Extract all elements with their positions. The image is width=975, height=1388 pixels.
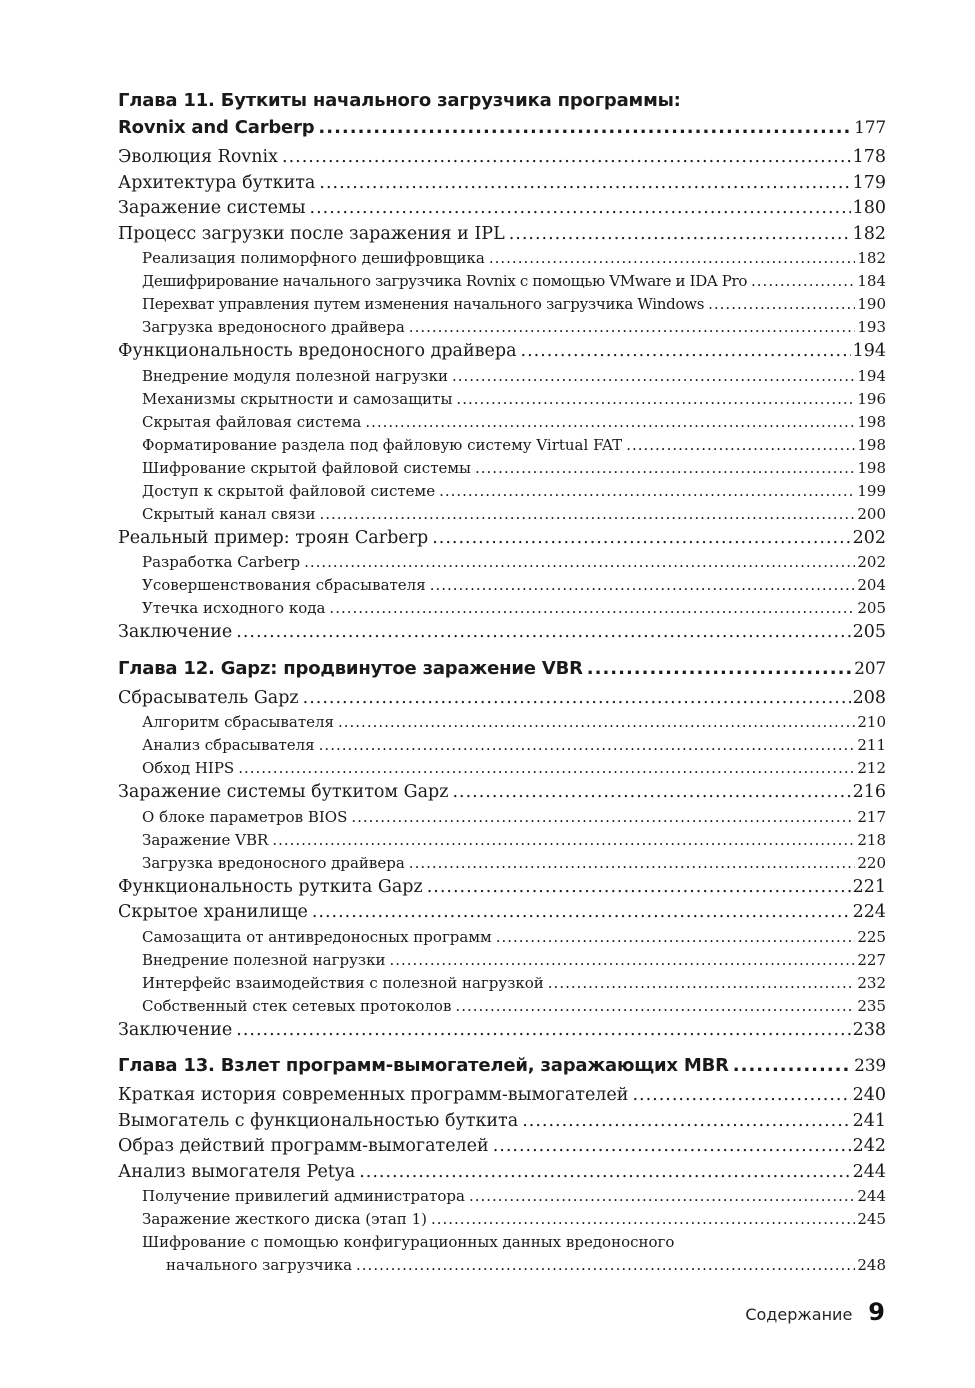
leader-dots	[272, 829, 855, 852]
leader-dots	[359, 1160, 850, 1186]
toc-page-number: 211	[857, 736, 886, 754]
toc-page-number: 235	[857, 996, 886, 1015]
chapter-11-title-line2: Rovnix and Carberp	[118, 117, 315, 138]
toc-section-title: Эволюция Rovnix	[118, 147, 278, 167]
toc-subsection[interactable]	[118, 806, 886, 829]
toc-subsection[interactable]	[118, 757, 886, 780]
leader-dots	[310, 196, 851, 222]
toc-section[interactable]	[118, 1083, 886, 1109]
leader-dots	[409, 852, 856, 875]
leader-dots	[455, 995, 855, 1018]
toc-page-number: 208	[852, 687, 886, 708]
toc-page-number: 196	[857, 389, 886, 408]
toc-subsection[interactable]	[118, 574, 886, 597]
toc-page-number: 244	[852, 1161, 886, 1182]
toc-subsection-title: Анализ сбрасывателя	[142, 736, 315, 754]
leader-dots	[456, 388, 855, 411]
toc-page-number: 198	[857, 458, 886, 477]
leader-dots	[475, 457, 855, 480]
toc-subsection-title: Загрузка вредоносного драйвера	[142, 853, 405, 872]
toc-section-title: Функциональность вредоносного драйвера	[118, 341, 517, 361]
toc-page-number: 225	[857, 927, 886, 946]
toc-subsection[interactable]	[118, 1185, 886, 1208]
toc-section-title: Сбрасыватель Gapz	[118, 687, 299, 708]
page-number: 9	[868, 1298, 885, 1326]
toc-page-number: 182	[852, 223, 886, 244]
toc-page-number: 245	[857, 1210, 886, 1228]
toc-section[interactable]	[118, 171, 886, 197]
toc-section[interactable]	[118, 196, 886, 222]
leader-dots	[452, 365, 855, 388]
toc-subsection-wrapped-line1[interactable]	[118, 1231, 886, 1254]
toc-page-number: 220	[857, 853, 886, 872]
leader-dots	[409, 316, 856, 339]
toc-page-number: 232	[857, 973, 886, 992]
toc-subsection-title: Доступ к скрытой файловой системе	[142, 481, 436, 500]
toc-subsection-title: Обход HIPS	[142, 759, 235, 777]
toc-subsection[interactable]	[118, 829, 886, 852]
toc-section-title: Заражение системы	[118, 198, 306, 218]
toc-page-number: 194	[852, 341, 886, 361]
leader-dots	[319, 503, 855, 526]
toc-page-number: 244	[857, 1187, 886, 1205]
leader-dots	[236, 1018, 850, 1044]
page-footer	[745, 1298, 885, 1326]
toc-subsection-title: Разработка Carberp	[142, 553, 301, 571]
toc-subsection-title: Скрытая файловая система	[142, 412, 362, 431]
leader-dots	[238, 757, 855, 780]
chapter-13-page: 239	[854, 1056, 886, 1076]
leader-dots	[509, 222, 851, 248]
toc-subsection-title: Интерфейс взаимодействия с полезной нагрузкой	[142, 973, 544, 992]
toc-subsection[interactable]	[118, 949, 886, 972]
toc-section[interactable]	[118, 686, 886, 712]
toc-subsection-title: Скрытый канал связи	[142, 504, 316, 523]
leader-dots	[329, 597, 855, 620]
toc-page-number: 184	[857, 272, 886, 290]
toc-section[interactable]	[118, 620, 886, 646]
toc-subsection[interactable]	[118, 434, 886, 457]
leader-dots	[469, 1185, 855, 1208]
leader-dots	[318, 114, 852, 142]
toc-subsection[interactable]	[118, 480, 886, 503]
leader-dots	[521, 339, 851, 365]
toc-page-number: 218	[857, 830, 886, 849]
leader-dots	[356, 1254, 855, 1277]
leader-dots	[430, 574, 856, 597]
toc-page-number: 200	[857, 504, 886, 523]
toc-page-number: 241	[852, 1110, 886, 1131]
leader-dots	[733, 1052, 852, 1080]
toc-subsection[interactable]	[118, 457, 886, 480]
leader-dots	[432, 526, 850, 552]
leader-dots	[319, 734, 856, 757]
toc-section-title: Функциональность руткита Gapz	[118, 876, 423, 897]
toc-subsection-title: Заражение жесткого диска (этап 1)	[142, 1210, 427, 1228]
toc-subsection-title: Утечка исходного кода	[142, 599, 326, 617]
leader-dots	[626, 434, 855, 457]
toc-page-number: 238	[852, 1019, 886, 1040]
toc-page-number: 204	[857, 576, 886, 594]
toc-subsection[interactable]	[118, 247, 886, 270]
toc-page-number: 179	[852, 172, 886, 193]
toc-subsection-title: Внедрение модуля полезной нагрузки	[142, 366, 448, 385]
toc-subsection-title: Усовершенствования сбрасывателя	[142, 576, 426, 594]
toc-page-number: 199	[857, 481, 886, 500]
leader-dots	[236, 620, 850, 646]
toc-page-number: 198	[857, 412, 886, 431]
leader-dots	[548, 972, 856, 995]
toc-subsection[interactable]	[118, 365, 886, 388]
toc-page-number: 194	[857, 366, 886, 385]
toc-page-number: 190	[857, 295, 886, 313]
toc-section[interactable]	[118, 1018, 886, 1044]
toc-subsection-title: Собственный стек сетевых протоколов	[142, 996, 452, 1015]
toc-section[interactable]	[118, 780, 886, 806]
toc-section-title: Процесс загрузки после заражения и IPL	[118, 223, 505, 244]
toc-section[interactable]	[118, 875, 886, 901]
leader-dots	[489, 247, 856, 270]
toc-subsection-title: Шифрование с помощью конфигурационных данных вредоносного	[142, 1233, 675, 1251]
toc-subsection[interactable]	[118, 734, 886, 757]
toc-subsection[interactable]	[118, 852, 886, 875]
toc-subsection-title: Шифрование скрытой файловой системы	[142, 458, 471, 477]
leader-dots	[351, 806, 855, 829]
toc-subsection-title: Загрузка вредоносного драйвера	[142, 318, 405, 336]
table-of-contents	[118, 88, 886, 1277]
toc-section[interactable]	[118, 339, 886, 365]
toc-subsection-title: Внедрение полезной нагрузки	[142, 950, 386, 969]
toc-subsection-title: Заражение VBR	[142, 830, 269, 849]
leader-dots	[389, 949, 855, 972]
toc-section-title: Образ действий программ-вымогателей	[118, 1136, 489, 1156]
toc-section-title: Архитектура буткита	[118, 172, 316, 193]
toc-subsection-wrapped-line2[interactable]	[118, 1254, 886, 1277]
toc-subsection[interactable]	[118, 411, 886, 434]
toc-page-number: 212	[857, 759, 886, 777]
toc-subsection-title: Реализация полиморфного дешифровщика	[142, 249, 485, 267]
toc-section-title: Заключение	[118, 1019, 233, 1040]
toc-page-number: 240	[852, 1085, 886, 1105]
chapter-11-title-line1[interactable]: Глава 11. Буткиты начального загрузчика программы:	[118, 90, 681, 111]
toc-section[interactable]	[118, 1134, 886, 1160]
toc-page-number: 248	[857, 1256, 886, 1274]
leader-dots	[493, 1134, 851, 1160]
leader-dots	[751, 270, 855, 293]
chapter-12-entry[interactable]	[118, 655, 886, 683]
toc-subsection-title: О блоке параметров BIOS	[142, 807, 348, 826]
toc-subsection[interactable]	[118, 972, 886, 995]
leader-dots	[282, 145, 851, 171]
leader-dots	[365, 411, 855, 434]
toc-subsection[interactable]	[118, 551, 886, 574]
toc-section[interactable]	[118, 222, 886, 248]
toc-subsection[interactable]	[118, 388, 886, 411]
leader-dots	[427, 875, 851, 901]
toc-section-title: Реальный пример: троян Carberp	[118, 527, 429, 548]
toc-subsection-title: Алгоритм сбрасывателя	[142, 713, 334, 731]
toc-page-number: 242	[852, 1136, 886, 1156]
toc-subsection[interactable]	[118, 597, 886, 620]
toc-page-number: 224	[852, 902, 886, 922]
leader-dots	[338, 711, 855, 734]
leader-dots	[587, 655, 852, 683]
toc-section-title: Краткая история современных программ-вымогателей	[118, 1085, 629, 1105]
chapter-13-entry[interactable]	[118, 1052, 886, 1080]
leader-dots	[708, 293, 855, 316]
toc-section-title: Заключение	[118, 622, 233, 642]
toc-page-number: 202	[852, 527, 886, 548]
leader-dots	[431, 1208, 855, 1231]
toc-subsection[interactable]	[118, 503, 886, 526]
toc-subsection-title: Перехват управления путем изменения начального загрузчика Windows	[142, 295, 705, 313]
toc-section[interactable]	[118, 1160, 886, 1186]
toc-subsection-title: Механизмы скрытности и самозащиты	[142, 389, 453, 408]
toc-section[interactable]	[118, 1109, 886, 1135]
toc-page-number: 182	[857, 249, 886, 267]
toc-section[interactable]	[118, 526, 886, 552]
toc-page-number: 198	[857, 435, 886, 454]
toc-subsection[interactable]	[118, 995, 886, 1018]
chapter-12-title: Глава 12. Gapz: продвинутое заражение VBR	[118, 657, 583, 679]
leader-dots	[632, 1083, 850, 1109]
toc-page-number: 221	[852, 876, 886, 897]
toc-subsection-title: Самозащита от антивредоносных программ	[142, 927, 492, 946]
toc-section[interactable]	[118, 145, 886, 171]
leader-dots	[303, 686, 851, 712]
toc-subsection-title: начального загрузчика	[166, 1256, 353, 1274]
toc-subsection[interactable]	[118, 270, 886, 293]
toc-page-number: 202	[857, 553, 886, 571]
toc-subsection[interactable]	[118, 711, 886, 734]
toc-subsection-title: Форматирование раздела под файловую систему Virtual FAT	[142, 435, 623, 454]
toc-subsection-title: Получение привилегий администратора	[142, 1187, 465, 1205]
chapter-13-title: Глава 13. Взлет программ-вымогателей, заражающих MBR	[118, 1055, 729, 1076]
toc-page-number: 217	[857, 807, 886, 826]
toc-subsection[interactable]	[118, 1208, 886, 1231]
toc-section-title: Заражение системы буткитом Gapz	[118, 782, 449, 802]
chapter-12-page: 207	[854, 658, 886, 679]
toc-page-number: 180	[852, 198, 886, 218]
leader-dots	[319, 171, 850, 197]
toc-section-title: Вымогатель с функциональностью буткита	[118, 1110, 519, 1131]
toc-section-title: Анализ вымогателя Petya	[118, 1161, 356, 1182]
leader-dots	[439, 480, 855, 503]
leader-dots	[312, 900, 851, 926]
running-footer-label: Содержание	[745, 1305, 853, 1324]
toc-page-number: 205	[852, 622, 886, 642]
chapter-11-page: 177	[854, 118, 886, 138]
toc-section[interactable]	[118, 900, 886, 926]
toc-subsection[interactable]	[118, 316, 886, 339]
toc-subsection[interactable]	[118, 293, 886, 316]
toc-page-number: 193	[857, 318, 886, 336]
toc-subsection[interactable]	[118, 926, 886, 949]
leader-dots	[496, 926, 856, 949]
chapter-11-entry[interactable]	[118, 114, 886, 142]
toc-page-number: 178	[852, 147, 886, 167]
leader-dots	[452, 780, 850, 806]
toc-page-number: 216	[852, 782, 886, 802]
leader-dots	[522, 1109, 850, 1135]
toc-page-number: 210	[857, 713, 886, 731]
toc-page-number: 205	[857, 599, 886, 617]
toc-page-number: 227	[857, 950, 886, 969]
toc-section-title: Скрытое хранилище	[118, 902, 308, 922]
leader-dots	[304, 551, 855, 574]
toc-subsection-title: Дешифрирование начального загрузчика Rovnix с помощью VMware и IDA Pro	[142, 272, 748, 290]
